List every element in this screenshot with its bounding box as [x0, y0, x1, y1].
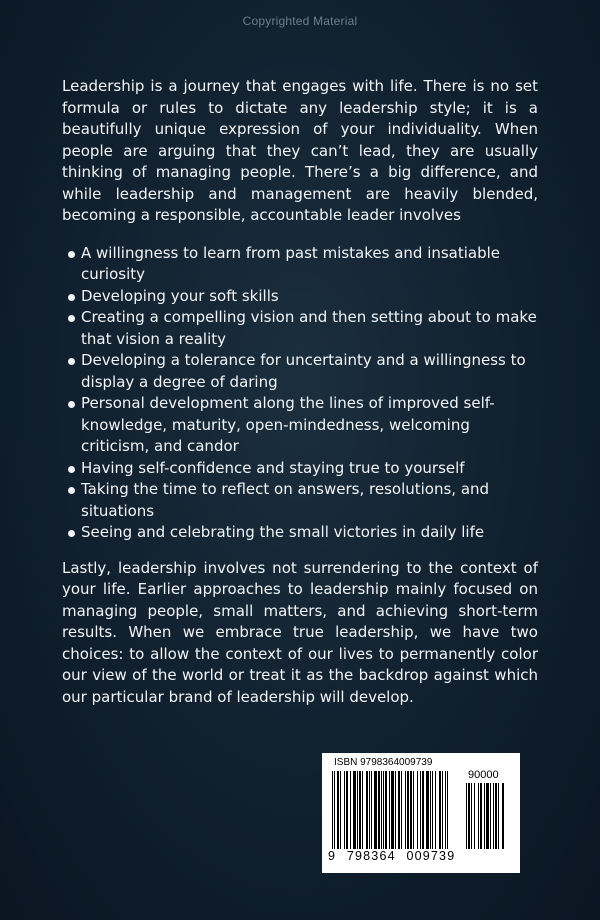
copyright-watermark: Copyrighted Material	[242, 14, 358, 28]
isbn-digits-right: 009739	[406, 849, 456, 863]
isbn-digits	[328, 849, 461, 863]
isbn-digits-left: 798364	[346, 849, 396, 863]
list-item: Personal development along the lines of improved self-knowledge, maturity, open-mindedness, welcoming criticism, and candor	[68, 393, 538, 458]
addon-barcode-bars	[466, 783, 512, 849]
list-item: Creating a compelling vision and then setting about to make that vision a reality	[68, 307, 538, 350]
list-item: Having self-confidence and staying true to yourself	[68, 458, 538, 480]
isbn-digit-lead: 9	[328, 849, 337, 863]
list-item: Taking the time to reflect on answers, resolutions, and situations	[68, 479, 538, 522]
closing-paragraph: Lastly, leadership involves not surrendering to the context of your life. Earlier approaches to leadership mainly focused on managing people, small matters, and achieving short-term results. When we embrace true leadership, we have two choices: to allow the context of our lives to permanently color our view of the world or treat it as the backdrop against which our particular brand of leadership will develop.	[62, 558, 538, 706]
isbn-label: ISBN 9798364009739	[334, 757, 433, 768]
back-cover-text	[62, 76, 538, 708]
isbn-barcode	[322, 753, 520, 873]
list-item: Developing a tolerance for uncertainty and a willingness to display a degree of daring	[68, 350, 538, 393]
list-item: Seeing and celebrating the small victories in daily life	[68, 522, 538, 544]
price-code: 90000	[468, 769, 499, 781]
barcode-bars	[332, 771, 460, 849]
list-item: Developing your soft skills	[68, 286, 538, 308]
leadership-traits-list	[62, 243, 538, 544]
intro-paragraph: Leadership is a journey that engages with life. There is no set formula or rules to dictate any leadership style; it is a beautifully unique expression of your individuality. When people are arguing that they can’t lead, they are usually thinking of managing people. There’s a big difference, and while leadership and management are heavily blended, becoming a responsible, accountable leader involves	[62, 77, 538, 224]
list-item: A willingness to learn from past mistakes and insatiable curiosity	[68, 243, 538, 286]
